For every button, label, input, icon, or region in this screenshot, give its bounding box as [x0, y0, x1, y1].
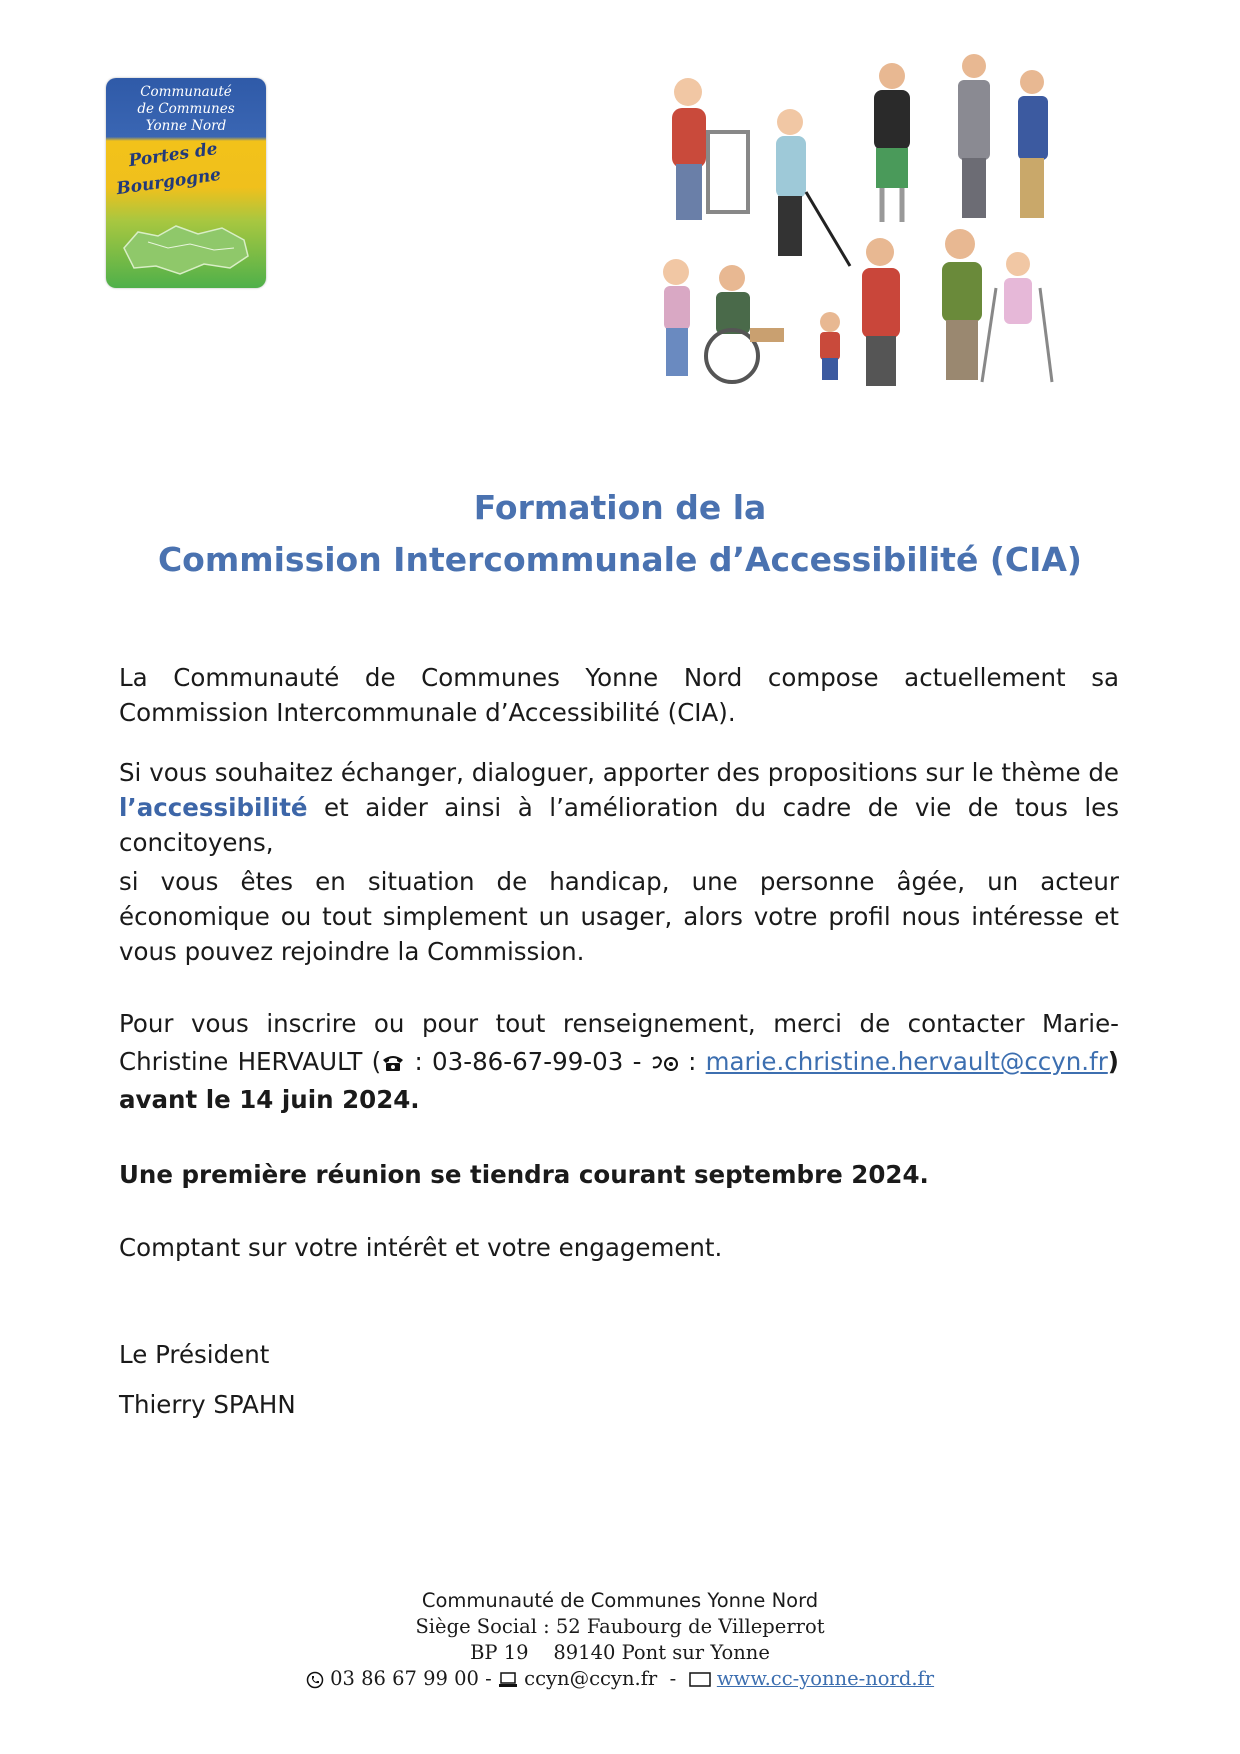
logo-line-3: Yonne Nord	[145, 118, 227, 134]
paragraph-contact	[119, 1005, 1119, 1119]
closing-line: Comptant sur votre intérêt et votre engagement.	[119, 1233, 723, 1262]
email-icon	[651, 1053, 679, 1073]
bearded-man-sling-figure	[862, 238, 900, 386]
handshake-figures	[958, 54, 1048, 218]
contact-email-link[interactable]: marie.christine.hervault@ccyn.fr	[705, 1047, 1108, 1076]
map-icon	[118, 218, 254, 278]
footer-address-line-2: BP 19 89140 Pont sur Yonne	[470, 1641, 770, 1664]
website-icon	[689, 1672, 711, 1688]
footer-website-link[interactable]: www.cc-yonne-nord.fr	[716, 1667, 935, 1690]
footer-contact-line	[0, 1666, 1240, 1692]
parent-baby-figure	[874, 63, 910, 222]
elderly-walker-figure	[672, 78, 748, 220]
footer	[0, 1588, 1240, 1692]
contact-text: Pour vous inscrire ou pour tout renseignement, merci de contacter Marie-Christine HERVAULT (	[119, 1009, 1119, 1076]
page-title-line-2: Commission Intercommunale d’Accessibilité (CIA)	[157, 540, 1083, 579]
woman-figure	[663, 259, 690, 376]
footer-separator: -	[657, 1667, 689, 1690]
logo-line-1: Communauté	[140, 84, 232, 100]
logo	[106, 78, 266, 288]
logo-tagline-2: Bourgogne	[115, 164, 223, 200]
contact-separator: :	[678, 1047, 706, 1076]
accessibility-highlight: l’accessibilité	[119, 793, 308, 822]
paragraph-invitation-text-end: et aider ainsi à l’amélioration du cadre de vie de tous les concitoyens,	[119, 793, 1119, 857]
footer-address-line-1: Siège Social : 52 Faubourg de Villeperrot	[415, 1615, 825, 1638]
signature-name: Thierry SPAHN	[119, 1390, 296, 1419]
logo-line-2: de Communes	[137, 101, 235, 117]
paragraph-intro: La Communauté de Communes Yonne Nord compose actuellement sa Commission Intercommunale d’Accessibilité (CIA).	[119, 663, 1119, 727]
blind-cane-figure	[776, 109, 850, 266]
telephone-icon	[381, 1053, 405, 1073]
phone-icon	[306, 1671, 324, 1689]
footer-email[interactable]: ccyn@ccyn.fr	[524, 1667, 658, 1690]
logo-tagline-1: Portes de	[127, 138, 219, 172]
signature-role: Le Président	[119, 1340, 270, 1369]
footer-phone: 03 86 67 99 00 -	[330, 1667, 498, 1690]
footer-org-name: Communauté de Communes Yonne Nord	[421, 1589, 819, 1612]
page-title-line-1: Formation de la	[473, 488, 767, 527]
child-figure	[820, 312, 840, 380]
paragraph-invitation	[119, 755, 1119, 860]
paragraph-invitation-text: Si vous souhaitez échanger, dialoguer, apporter des propositions sur le thème de	[119, 758, 1119, 787]
logo-org-name	[106, 84, 266, 135]
crutches-figures	[942, 229, 1052, 382]
computer-icon	[498, 1672, 518, 1688]
contact-phone: : 03-86-67-99-03 -	[405, 1047, 651, 1076]
people-illustration	[660, 52, 1110, 432]
deadline-text: avant le 14 juin 2024.	[119, 1085, 420, 1114]
logo-tagline	[111, 130, 266, 202]
paragraph-profile: si vous êtes en situation de handicap, une personne âgée, un acteur économique ou tout simplement un usager, alors votre profil nous intéresse et vous pouvez rejoindre la Commission.	[119, 867, 1119, 966]
contact-close-paren: )	[1107, 1047, 1119, 1076]
wheelchair-figure	[706, 265, 784, 382]
first-meeting-note: Une première réunion se tiendra courant septembre 2024.	[119, 1160, 929, 1189]
